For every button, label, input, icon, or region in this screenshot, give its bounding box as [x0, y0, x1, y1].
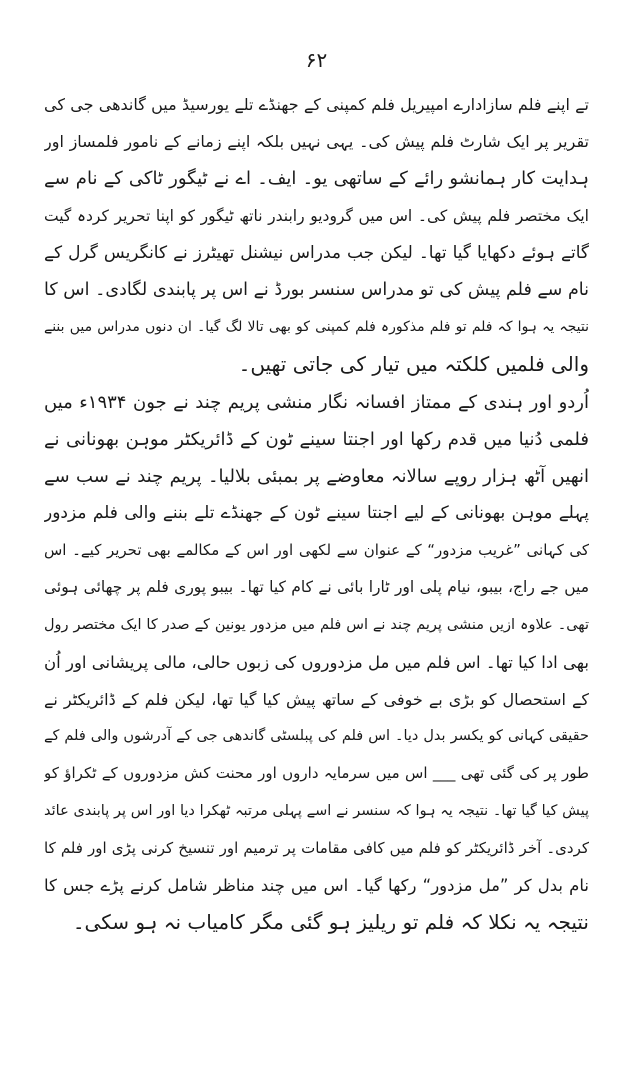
- text-line: بھی ادا کیا تھا۔ اس فلم میں مل مزدوروں کی زبوں حالی، مالی پریشانی اور اُن: [44, 652, 589, 672]
- text-line: حقیقی کہانی کو یکسر بدل دیا۔ اس فلم کی پبلسٹی گاندھی جی کے آدرشوں والی فلم کے: [44, 728, 589, 745]
- text-line: تھی۔ علاوہ ازیں منشی پریم چند نے اس فلم میں مزدور یونین کے صدر کا ایک مختصر رول: [44, 616, 589, 633]
- text-line: نام بدل کر ”مل مزدور“ رکھا گیا۔ اس میں چند مناظر شامل کرنے پڑے جس کا: [44, 875, 589, 895]
- body-text: [44, 86, 589, 941]
- text-line: والی فلمیں کلکتہ میں تیار کی جاتی تھیں۔: [238, 352, 589, 377]
- text-line: تقریر پر ایک شارٹ فلم پیش کی۔ یہی نہیں بلکہ اپنے زمانے کے نامور فلمساز اور: [44, 132, 589, 152]
- text-line: طور پر کی گئی تھی ___ اس میں سرمایہ داروں اور محنت کش مزدوروں کے ٹکراؤ کو: [44, 764, 589, 783]
- text-line: کی کہانی ”غریب مزدور“ کے عنوان سے لکھی اور اس کے مکالمے بھی تحریر کیے۔ اس: [44, 541, 589, 560]
- text-line: نتیجہ یہ نکلا کہ فلم تو ریلیز ہو گئی مگر کامیاب نہ ہو سکی۔: [72, 910, 589, 935]
- text-line: میں جے راج، بیبو، نیام پلی اور ٹارا بائی نے کام کیا تھا۔ بیبو پوری فلم پر چھائی ہوئی: [44, 578, 589, 597]
- text-line: انھیں آٹھ ہزار روپے سالانہ معاوضے پر بمبئی بلالیا۔ پریم چند نے سب سے: [44, 465, 589, 487]
- text-line: تے اپنے فلم سازادارے امپیریل فلم کمپنی کے جھنڈے تلے یورسیڈ میں گاندھی جی کی: [44, 95, 589, 114]
- text-line: پہلے موہن بھونانی کے لیے اجنتا سینے ٹون کے جھنڈے تلے بننے والی فلم مزدور: [44, 503, 589, 524]
- text-line: نام سے فلم پیش کی تو مدراس سنسر بورڈ نے اس پر پابندی لگادی۔ اس کا: [44, 279, 589, 300]
- text-line: ایک مختصر فلم پیش کی۔ اس میں گرودیو رابندر ناتھ ٹیگور کو اپنا تحریر کردہ گیت: [44, 206, 589, 225]
- text-line: نتیجہ یہ ہوا کہ فلم تو فلم مذکورہ فلم کمپنی کو بھی تالا لگ گیا۔ ان دنوں مدراس میں بننے: [44, 319, 589, 336]
- text-line: ہدایت کار ہمانشو رائے کے ساتھی یو۔ ایف۔ اے نے ٹیگور ٹاکی کے نام سے: [44, 168, 589, 190]
- text-line: فلمی دُنیا میں قدم رکھا اور اجنتا سینے ٹون کے ڈائریکٹر موہن بھونانی نے: [44, 428, 589, 450]
- text-line: پیش کیا گیا تھا۔ نتیجہ یہ ہوا کہ سنسر نے اسے پہلی مرتبہ ٹھکرا دیا اور اس پر پابندی عائد: [44, 802, 589, 819]
- text-line: کے استحصال کو بڑی بے خوفی کے ساتھ پیش کیا گیا تھا، لیکن فلم کے ڈائریکٹر نے: [44, 690, 589, 709]
- paragraph-1: [44, 86, 589, 384]
- text-line: کردی۔ آخر ڈائریکٹر کو فلم میں کافی مقامات پر ترمیم اور تنسیخ کرنی پڑی اور فلم کا: [44, 838, 589, 857]
- page-number: ۶۲: [305, 48, 328, 72]
- text-line: اُردو اور ہندی کے ممتاز افسانہ نگار منشی پریم چند نے جون ۱۹۳۴ء میں: [44, 391, 589, 413]
- paragraph-2: [44, 384, 589, 942]
- text-line: گاتے ہوئے دکھایا گیا تھا۔ لیکن جب مدراس نیشنل تھیٹرز نے کانگریس گرل کے: [44, 242, 589, 263]
